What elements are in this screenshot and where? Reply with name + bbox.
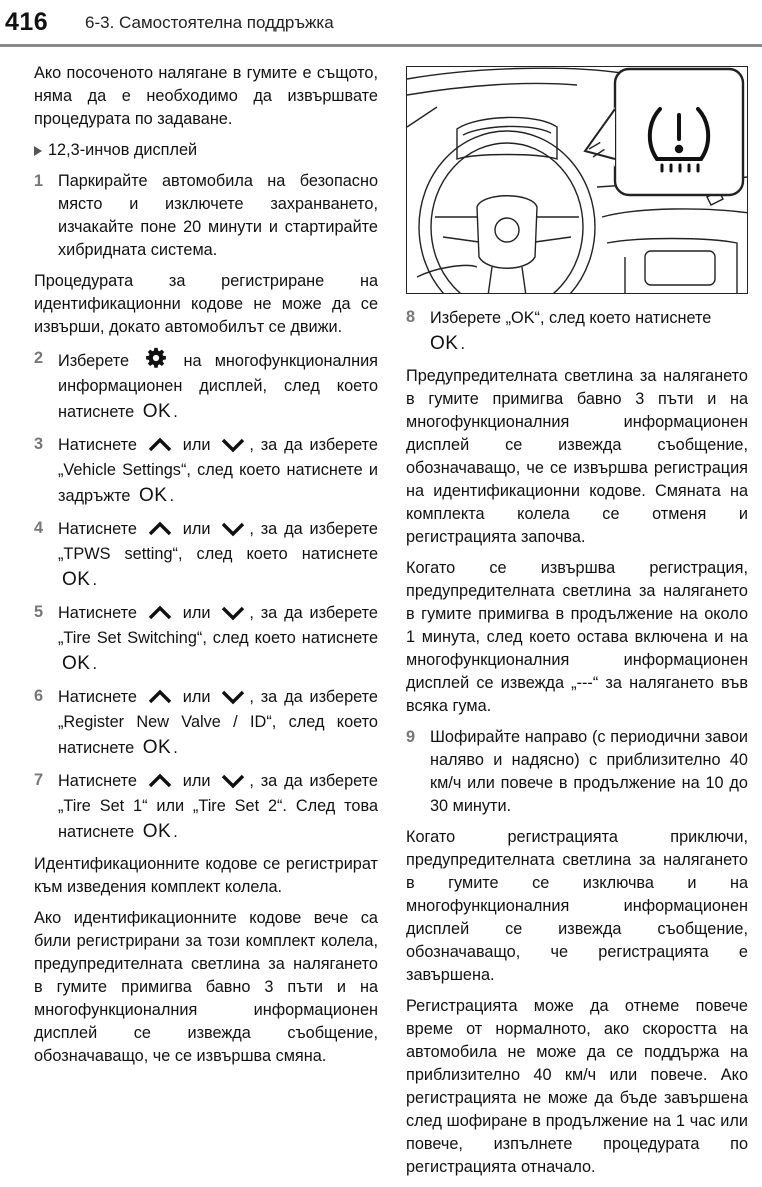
chevron-down-icon: [220, 689, 246, 705]
step-text: Изберете: [58, 352, 130, 370]
step-4: 4 Натиснете или , за да изберете „TPWS setting“, след което натиснете OK .: [34, 517, 378, 593]
step-number: 1: [34, 172, 44, 190]
chevron-up-icon: [147, 521, 173, 537]
step-number: 7: [34, 771, 44, 789]
body-paragraph: Предупредителната светлина за налягането в гумите примигва бавно 3 пъти и на многофункционалния информационен дисплей се извежда съобщение, обозначаващо, че се извършва регистрация на идентификационни кодове. Смяната на комплекта колела се отменя и регистрацията започва.: [406, 367, 748, 546]
chevron-down-icon: [220, 605, 246, 621]
step-9: [406, 726, 748, 818]
step-2: 2 Изберете на многофункционалния информационен дисплей, след което натиснете OK .: [34, 347, 378, 425]
chevron-down-icon: [220, 521, 246, 537]
page-number: 416: [5, 8, 49, 36]
step-number: 6: [34, 687, 44, 705]
right-column: [406, 306, 748, 1187]
dashboard-illustration: [406, 66, 748, 294]
step-number: 5: [34, 603, 44, 621]
step-text: Паркирайте автомобила на безопасно място и изключете захранването, изчакайте поне 20 минути и стартирайте хибридната система.: [58, 172, 378, 259]
subheading-text: 12,3-инчов дисплей: [48, 141, 198, 159]
section-title: 6-3. Самостоятелна поддръжка: [85, 13, 334, 32]
chevron-down-icon: [220, 773, 246, 789]
dashboard-drawing: [407, 67, 748, 294]
step-number: 8: [406, 308, 416, 326]
step-number: 9: [406, 728, 416, 746]
body-paragraph: Когато регистрацията приключи, предупредителната светлина за налягането в гумите се изключва и на многофункционалния информационен дисплей се извежда съобщение, обозначаващо, че регистрацията е завършена.: [406, 828, 748, 984]
note-paragraph: Ако идентификационните кодове вече са били регистрирани за този комплект колела, предупредителната светлина за налягането в гумите примигва бавно 3 пъти и на многофункционалния информационен дисплей се извежда съобщение, обозначаващо, че се извършва смяна.: [34, 909, 378, 1065]
ok-button-symbol: OK: [142, 821, 172, 842]
left-column: [34, 62, 378, 1076]
subheading: [34, 139, 378, 162]
step-number: 3: [34, 435, 44, 453]
chevron-down-icon: [220, 437, 246, 453]
step-text: Шофирайте направо (с периодични завои наляво и надясно) с приблизително 40 км/ч или повече в продължение на 10 до 30 минути.: [430, 728, 748, 815]
ok-button-symbol: OK: [139, 485, 168, 506]
ok-button-symbol: OK: [142, 401, 172, 422]
chevron-up-icon: [147, 689, 173, 705]
header-rule: [0, 44, 762, 47]
step-6: 6 Натиснете или , за да изберете „Register New Valve / ID“, след което натиснете OK .: [34, 685, 378, 761]
triangle-bullet-icon: [34, 146, 42, 156]
step-number: 2: [34, 349, 44, 367]
intro-paragraph: Ако посоченото налягане в гумите е същото, няма да е необходимо да извършвате процедурата по задаване.: [34, 64, 378, 128]
step-1: [34, 170, 378, 262]
ok-button-symbol: OK: [62, 569, 91, 590]
ok-button-symbol: OK: [430, 333, 459, 354]
step-number: 4: [34, 519, 44, 537]
step-text: на многофункционалния информационен дисплей, след което натиснете: [58, 352, 379, 421]
note-paragraph: Идентификационните кодове се регистрират към изведения комплект колела.: [34, 855, 378, 896]
step-7: 7 Натиснете или , за да изберете „Tire Set 1“ или „Tire Set 2“. След това натиснете OK .: [34, 769, 378, 845]
note-paragraph: Процедурата за регистриране на идентификационни кодове не може да се извърши, докато автомобилът се движи.: [34, 272, 378, 336]
chevron-up-icon: [147, 605, 173, 621]
step-8: 8 Изберете „OK“, след което натиснете OK .: [406, 306, 748, 357]
ok-button-symbol: OK: [142, 737, 172, 758]
chevron-up-icon: [147, 773, 173, 789]
chevron-up-icon: [147, 437, 173, 453]
body-paragraph: Когато се извършва регистрация, предупредителната светлина за налягането в гумите примигва в продължение на около 1 минута, след което остава включена и на многофункционалния информационен дисплей се извежда „---“ за налягането във всяка гума.: [406, 559, 748, 715]
page-header: [0, 0, 762, 48]
step-5: 5 Натиснете или , за да изберете „Tire Set Switching“, след което натиснете OK .: [34, 601, 378, 677]
gear-icon: [145, 347, 167, 369]
step-3: 3 Натиснете или , за да изберете „Vehicle Settings“, след което натиснете и задръжте OK .: [34, 433, 378, 509]
ok-button-symbol: OK: [62, 653, 91, 674]
body-paragraph: Регистрацията може да отнеме повече време от нормалното, ако скоростта на автомобила не може да се поддържа на приблизително 40 км/ч или повече. Ако регистрацията не може да бъде завършена след шофиране в продължение на 1 час или повече, изпълнете процедурата по регистрацията отначало.: [406, 997, 748, 1176]
